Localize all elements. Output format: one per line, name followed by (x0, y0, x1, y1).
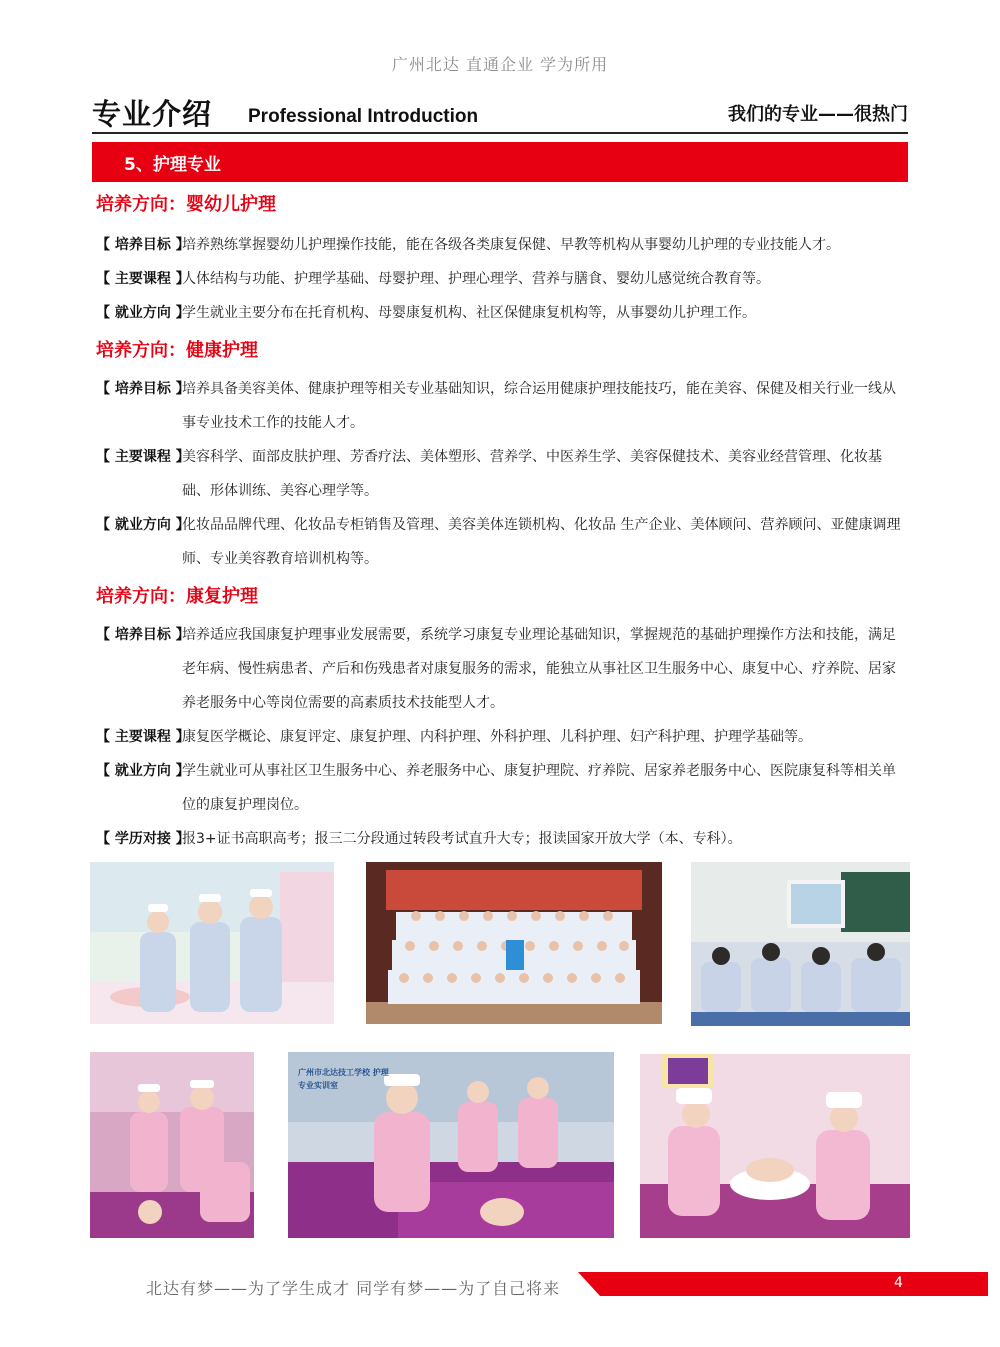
header-tagline: 我们的专业——很热门 (728, 104, 908, 125)
item-text: 化妆品品牌代理、化妆品专柜销售及管理、美容美体连锁机构、化妆品 生产企业、美体顾问、营养顾问、亚健康调理师、专业美容教育培训机构等。 (182, 517, 901, 567)
page-header (92, 92, 908, 132)
photo-infant-care-practice (90, 862, 334, 1024)
direction-heading-health-care: 培养方向：健康护理 (96, 340, 258, 361)
photo-infant-bathing-care (640, 1054, 910, 1238)
item-row (96, 296, 906, 330)
page-number: 4 (894, 1275, 903, 1291)
item-row (96, 618, 906, 720)
direction-heading-rehab-care: 培养方向：康复护理 (96, 586, 258, 607)
item-text: 培养熟练掌握婴幼儿护理操作技能，能在各级各类康复保健、早教等机构从事婴幼儿护理的专业技能人才。 (182, 237, 840, 253)
item-row (96, 720, 906, 754)
item-tag: 【 就业方向 】 (96, 763, 190, 779)
item-text: 培养具备美容美体、健康护理等相关专业基础知识，综合运用健康护理技能技巧，能在美容、保健及相关行业一线从事专业技术工作的技能人才。 (182, 381, 896, 431)
item-tag: 【 学历对接 】 (96, 831, 190, 847)
item-row (96, 372, 906, 440)
item-tag: 【 就业方向 】 (96, 305, 190, 321)
section-title: 5、护理专业 (124, 155, 221, 175)
photo-group (366, 862, 662, 1024)
item-text: 美容科学、面部皮肤护理、芳香疗法、美体塑形、营养学、中医养生学、美容保健技术、美容业经营管理、化妆基础、形体训练、美容心理学等。 (182, 449, 882, 499)
item-text: 报3+证书高职高考；报三二分段通过转段考试直升大专；报读国家开放大学（本、专科）。 (182, 831, 742, 847)
photo-training-room (288, 1052, 614, 1238)
footer-red-band (578, 1272, 988, 1296)
item-row (96, 440, 906, 508)
item-row (96, 822, 906, 856)
footer-slogan: 北达有梦——为了学生成才 同学有梦——为了自己将来 (146, 1279, 561, 1298)
item-text: 培养适应我国康复护理事业发展需要，系统学习康复专业理论基础知识，掌握规范的基础护理操作方法和技能，满足老年病、慢性病患者、产后和伤残患者对康复服务的需求，能独立从事社区卫生服务中心、康复中心、疗养院、居家养老服务中心等岗位需要的高素质技术技能型人才。 (182, 627, 896, 711)
item-row (96, 508, 906, 576)
top-slogan: 广州北达 直通企业 学为所用 (391, 55, 609, 74)
item-tag: 【 主要课程 】 (96, 729, 190, 745)
item-tag: 【 就业方向 】 (96, 517, 190, 533)
page-title-english: Professional Introduction (248, 106, 479, 127)
item-row (96, 262, 906, 296)
item-text: 学生就业可从事社区卫生服务中心、养老服务中心、康复护理院、疗养院、居家养老服务中心、医院康复科等相关单位的康复护理岗位。 (182, 763, 896, 813)
item-text: 学生就业主要分布在托育机构、母婴康复机构、社区保健康复机构等，从事婴幼儿护理工作。 (182, 305, 756, 321)
item-row (96, 754, 906, 822)
direction-heading-infant-care: 培养方向：婴幼儿护理 (96, 194, 276, 215)
section-banner (92, 142, 908, 182)
photo-classroom (691, 862, 910, 1026)
item-text: 康复医学概论、康复评定、康复护理、内科护理、外科护理、儿科护理、妇产科护理、护理学基础等。 (182, 729, 812, 745)
training-room-sign: 广州市北达技工学校 护理专业实训室 (298, 1067, 389, 1090)
item-row (96, 228, 906, 262)
item-tag: 【 主要课程 】 (96, 449, 190, 465)
photo-massage-practice (90, 1052, 254, 1238)
item-tag: 【 主要课程 】 (96, 271, 190, 287)
item-text: 人体结构与功能、护理学基础、母婴护理、护理心理学、营养与膳食、婴幼儿感觉统合教育等。 (182, 271, 770, 287)
item-tag: 【 培养目标 】 (96, 627, 190, 643)
item-tag: 【 培养目标 】 (96, 237, 190, 253)
item-tag: 【 培养目标 】 (96, 381, 190, 397)
page-title: 专业介绍 (92, 97, 213, 131)
header-divider (92, 132, 908, 134)
